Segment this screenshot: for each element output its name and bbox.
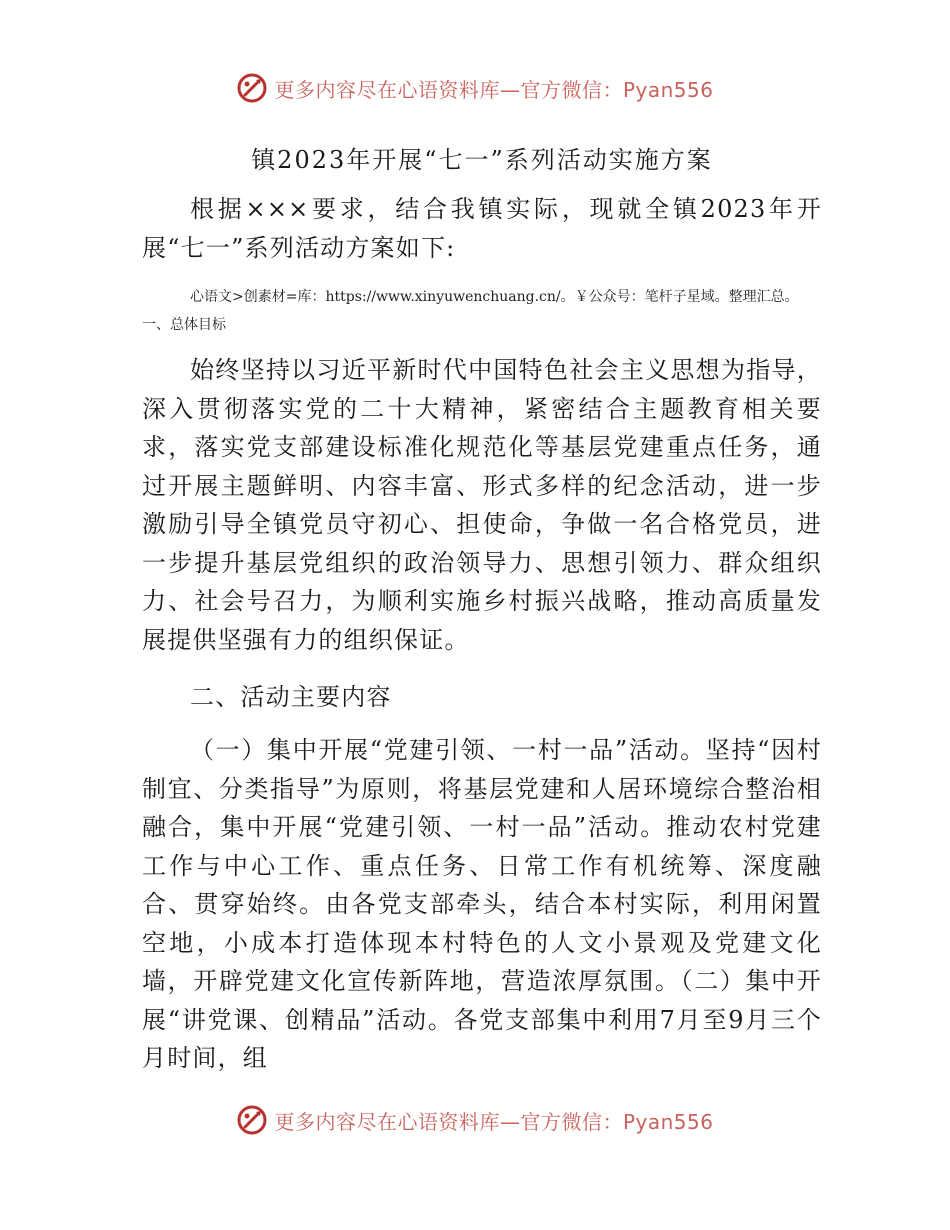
watermark-text: 更多内容尽在心语资料库—官方微信：Pyan556 [274, 77, 714, 102]
footer-watermark [0, 1104, 950, 1136]
source-note: 心语文>创素材=库：https://www.xinyuwenchuang.cn/。￥公众号：笔杆子星域。整理汇总。一、总体目标 [142, 289, 799, 333]
document-title: 镇2023年开展“七一”系列活动实施方案 [251, 146, 713, 174]
activity-paragraph: （一）集中开展“党建引领、一村一品”活动。坚持“因村制宜、分类指导”为原则，将基层党建和人居环境综合整治相融合，集中开展“党建引领、一村一品”活动。推动农村党建工作与中心工作、重点任务、日常工作有机统筹、深度融合、贯穿始终。由各党支部牵头，结合本村实际，利用闲置空地，小成本打造体现本村特色的人文小景观及党建文化墙，开辟党建文化宣传新阵地，营造浓厚氛围。（二）集中开展“讲党课、创精品”活动。各党支部集中利用7月至9月三个月时间，组 [142, 736, 822, 1072]
watermark-logo-icon [236, 72, 268, 104]
watermark-logo-icon [236, 1104, 268, 1136]
header-watermark [0, 72, 950, 104]
goal-paragraph: 始终坚持以习近平新时代中国特色社会主义思想为指导，深入贯彻落实党的二十大精神，紧密结合主题教育相关要求，落实党支部建设标准化规范化等基层党建重点任务，通过开展主题鲜明、内容丰富、形式多样的纪念活动，进一步激励引导全镇党员守初心、担使命，争做一名合格党员，进一步提升基层党组织的政治领导力、思想引领力、群众组织力、社会号召力，为顺利实施乡村振兴战略，推动高质量发展提供坚强有力的组织保证。 [142, 356, 822, 654]
document-body [142, 140, 822, 1078]
intro-paragraph: 根据×××要求，结合我镇实际，现就全镇2023年开展“七一”系列活动方案如下: [142, 195, 822, 262]
watermark-text: 更多内容尽在心语资料库—官方微信：Pyan556 [274, 1109, 714, 1134]
section-heading: 二、活动主要内容 [190, 683, 392, 711]
